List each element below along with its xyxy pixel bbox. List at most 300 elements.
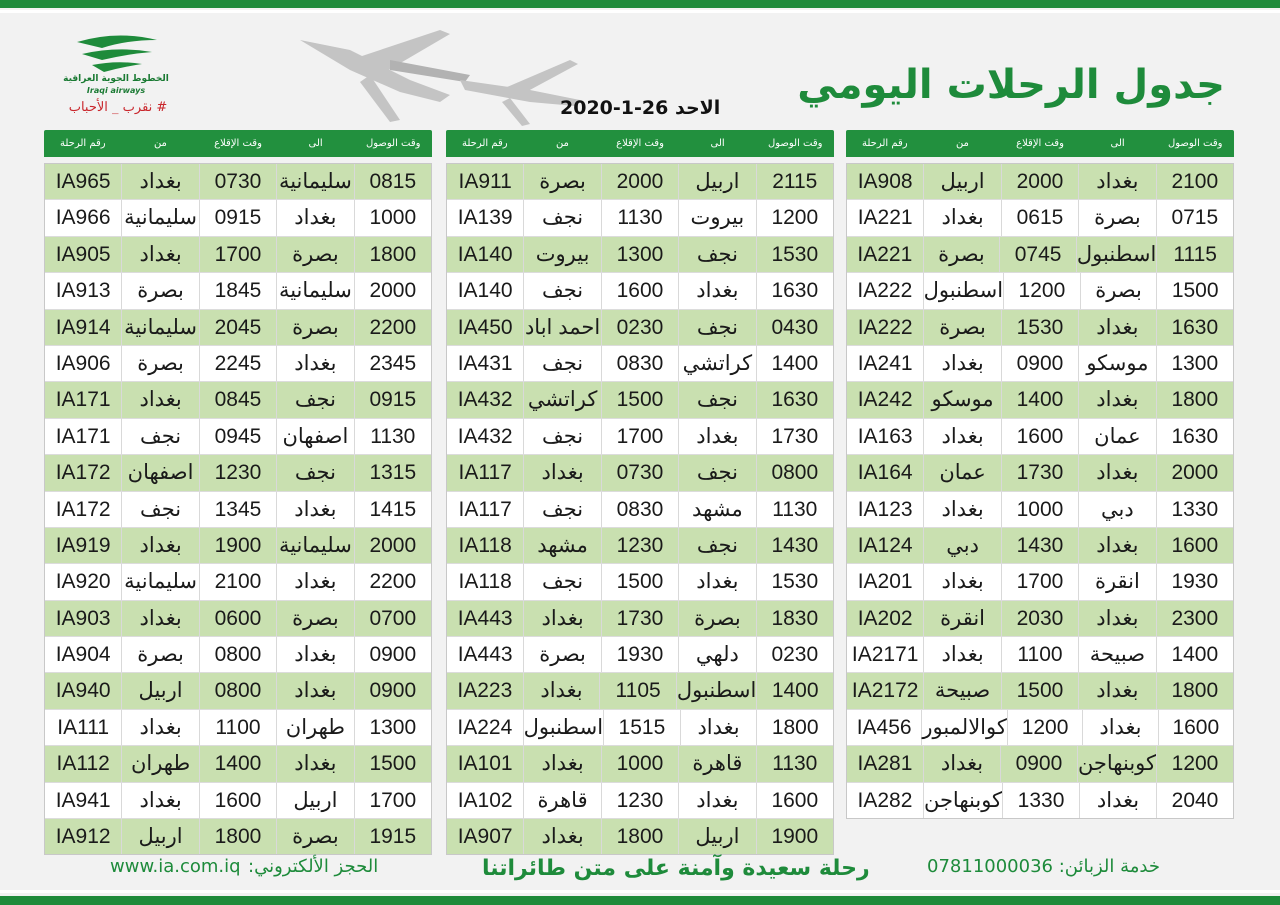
arrival-time: 1830	[756, 601, 833, 636]
flight-number: IA102	[457, 788, 513, 812]
bird-logo-icon	[72, 32, 162, 74]
arrival-time: 1915	[354, 819, 431, 854]
to-city: صبيحة	[1078, 637, 1155, 672]
to-city: نجف	[678, 310, 755, 345]
to-city: بغداد	[1078, 310, 1155, 345]
flight-number: IA118	[458, 533, 512, 557]
departure-time: 1700	[199, 237, 276, 272]
flight-number: IA965	[55, 170, 111, 193]
arrival-time: 0915	[354, 382, 431, 417]
flight-number: IA966	[55, 206, 111, 230]
departure-time: 0900	[1001, 346, 1078, 381]
from-city: احمد اباد	[523, 310, 600, 345]
table-row	[447, 492, 833, 528]
from-city: اسطنبول	[923, 273, 1003, 308]
table-row	[847, 673, 1233, 709]
table-row	[847, 710, 1233, 746]
flight-number: IA908	[857, 170, 913, 193]
from-city: نجف	[523, 346, 600, 381]
flight-number: IA443	[457, 606, 513, 630]
departure-time: 1000	[1001, 492, 1078, 527]
airplanes-graphic	[290, 20, 590, 130]
arrival-time: 1630	[756, 273, 833, 308]
arrival-time: 2100	[1156, 164, 1233, 199]
from-city: نجف	[523, 200, 600, 235]
departure-time: 0230	[601, 310, 678, 345]
table-row	[447, 746, 833, 782]
flight-number: IA941	[55, 788, 111, 812]
arrival-time: 2115	[756, 164, 833, 199]
flight-number: IA282	[857, 788, 913, 812]
flight-number: IA912	[55, 825, 111, 849]
to-city: بصرة	[276, 237, 353, 272]
from-city: اسطنبول	[523, 710, 603, 745]
table-row	[45, 310, 431, 346]
flight-number: IA431	[457, 351, 513, 375]
to-city: بغداد	[678, 783, 755, 818]
to-city: بغداد	[678, 564, 755, 599]
from-city: بيروت	[523, 237, 600, 272]
arrival-time: 1130	[756, 492, 833, 527]
to-city: اربيل	[678, 164, 755, 199]
from-city: بصرة	[523, 637, 600, 672]
flight-number: IA117	[458, 497, 512, 521]
to-city: نجف	[276, 455, 353, 490]
departure-time: 1500	[601, 382, 678, 417]
from-city: اربيل	[923, 164, 1000, 199]
logo-arabic-text: الخطوط الجوية العراقية	[63, 74, 169, 84]
table-row	[847, 564, 1233, 600]
from-city: بغداد	[923, 419, 1000, 454]
departure-time: 1845	[199, 273, 276, 308]
arrival-time: 1530	[756, 237, 833, 272]
departure-time: 1800	[601, 819, 678, 854]
arrival-time: 2000	[354, 528, 431, 563]
flight-number: IA919	[55, 533, 111, 557]
table-row	[45, 419, 431, 455]
departure-time: 2030	[1001, 601, 1078, 636]
arrival-time: 2200	[354, 564, 431, 599]
arrival-time: 2040	[1156, 783, 1233, 818]
arrival-time: 0230	[756, 637, 833, 672]
to-city: اسطنبول	[1076, 237, 1156, 272]
departure-time: 1600	[601, 273, 678, 308]
col-arrival: وقت الوصول	[365, 138, 421, 149]
arrival-time: 1400	[756, 673, 833, 708]
flight-number: IA913	[55, 279, 111, 303]
flight-number: IA911	[458, 170, 512, 193]
arrival-time: 1330	[1156, 492, 1233, 527]
arrival-time: 1315	[354, 455, 431, 490]
from-city: بغداد	[923, 346, 1000, 381]
arrival-time: 1415	[354, 492, 431, 527]
departure-time: 1730	[1001, 455, 1078, 490]
schedule-panel-left	[44, 130, 432, 855]
table-row	[45, 346, 431, 382]
arrival-time: 1800	[354, 237, 431, 272]
flight-number: IA242	[857, 388, 913, 412]
schedule-panel-middle	[446, 130, 834, 855]
to-city: بغداد	[276, 346, 353, 381]
departure-time: 2045	[199, 310, 276, 345]
from-city: دبي	[923, 528, 1000, 563]
flight-number: IA241	[857, 351, 913, 375]
col-departure: وقت الإقلاع	[1016, 138, 1064, 149]
departure-time: 0615	[1001, 200, 1078, 235]
departure-time: 1300	[601, 237, 678, 272]
arrival-time: 1800	[1156, 673, 1233, 708]
to-city: نجف	[678, 455, 755, 490]
departure-time: 1530	[1001, 310, 1078, 345]
col-from: من	[153, 138, 167, 149]
col-departure: وقت الإقلاع	[214, 138, 262, 149]
departure-time: 2100	[199, 564, 276, 599]
table-row	[847, 746, 1233, 782]
to-city: بصرة	[276, 819, 353, 854]
departure-time: 1730	[601, 601, 678, 636]
departure-time: 1105	[599, 673, 676, 708]
flight-number: IA164	[857, 461, 913, 485]
from-city: بصرة	[121, 273, 198, 308]
from-city: بغداد	[923, 637, 1000, 672]
departure-time: 1345	[199, 492, 276, 527]
to-city: موسكو	[1078, 346, 1155, 381]
departure-time: 1130	[601, 200, 678, 235]
col-arrival: وقت الوصول	[1167, 138, 1223, 149]
col-flight: رقم الرحلة	[462, 138, 508, 149]
from-city: بغداد	[523, 673, 600, 708]
from-city: مشهد	[523, 528, 600, 563]
table-row	[447, 819, 833, 854]
col-from: من	[955, 138, 969, 149]
flight-number: IA171	[55, 388, 111, 412]
arrival-time: 1630	[1156, 419, 1233, 454]
to-city: انقرة	[1078, 564, 1155, 599]
table-row	[45, 673, 431, 709]
table-row	[447, 200, 833, 236]
to-city: نجف	[276, 382, 353, 417]
to-city: سليمانية	[276, 164, 353, 199]
table-row	[45, 564, 431, 600]
to-city: بغداد	[1079, 783, 1156, 818]
arrival-time: 1200	[1156, 746, 1233, 781]
flight-number: IA2172	[851, 679, 919, 703]
arrival-time: 1600	[1156, 528, 1233, 563]
from-city: بغداد	[923, 564, 1000, 599]
table-row	[447, 346, 833, 382]
departure-time: 0830	[601, 346, 678, 381]
bottom-bar	[0, 896, 1280, 905]
arrival-time: 1200	[756, 200, 833, 235]
to-city: دلهي	[678, 637, 755, 672]
table-row	[45, 455, 431, 491]
to-city: بغداد	[276, 746, 353, 781]
table-row	[45, 746, 431, 782]
to-city: بغداد	[1078, 673, 1155, 708]
table-header	[446, 130, 834, 157]
arrival-time: 1130	[756, 746, 833, 781]
to-city: اربيل	[678, 819, 755, 854]
table-row	[45, 492, 431, 528]
table-row	[447, 673, 833, 709]
table-row	[45, 819, 431, 854]
table-row	[847, 419, 1233, 455]
table-row	[45, 200, 431, 236]
to-city: بغداد	[1082, 710, 1157, 745]
flight-number: IA139	[457, 206, 513, 230]
departure-time: 1100	[1001, 637, 1078, 672]
to-city: طهران	[276, 710, 353, 745]
from-city: بصرة	[121, 637, 198, 672]
departure-time: 1400	[199, 746, 276, 781]
from-city: بغداد	[121, 528, 198, 563]
from-city: بغداد	[121, 783, 198, 818]
flight-number: IA123	[857, 497, 913, 521]
departure-time: 1000	[601, 746, 678, 781]
from-city: موسكو	[923, 382, 1000, 417]
flight-number: IA118	[458, 570, 512, 594]
table-row	[447, 455, 833, 491]
flight-number: IA111	[57, 715, 110, 739]
table-row	[447, 564, 833, 600]
flight-number: IA920	[55, 570, 111, 594]
col-departure: وقت الإقلاع	[616, 138, 664, 149]
from-city: نجف	[523, 419, 600, 454]
departure-time: 2000	[1001, 164, 1078, 199]
table-row	[847, 783, 1233, 818]
to-city: سليمانية	[276, 273, 353, 308]
table-row	[847, 273, 1233, 309]
table-row	[45, 528, 431, 564]
arrival-time: 1300	[1156, 346, 1233, 381]
schedule-table	[446, 163, 834, 855]
departure-time: 1515	[603, 710, 680, 745]
arrival-time: 1600	[756, 783, 833, 818]
to-city: بغداد	[276, 637, 353, 672]
flight-number: IA443	[457, 643, 513, 667]
from-city: سليمانية	[121, 310, 198, 345]
to-city: بصرة	[1080, 273, 1157, 308]
table-row	[45, 164, 431, 200]
table-row	[45, 601, 431, 637]
col-to: الى	[308, 138, 323, 149]
to-city: اصفهان	[276, 419, 353, 454]
table-header	[44, 130, 432, 157]
from-city: كوبنهاجن	[923, 783, 1002, 818]
departure-time: 1100	[199, 710, 276, 745]
to-city: بيروت	[678, 200, 755, 235]
flight-number: IA202	[857, 606, 913, 630]
to-city: كوبنهاجن	[1077, 746, 1156, 781]
arrival-time: 1500	[1156, 273, 1233, 308]
arrival-time: 1600	[1158, 710, 1233, 745]
departure-time: 0730	[199, 164, 276, 199]
to-city: نجف	[678, 528, 755, 563]
arrival-time: 1000	[354, 200, 431, 235]
table-row	[447, 273, 833, 309]
to-city: دبي	[1078, 492, 1155, 527]
departure-time: 1930	[601, 637, 678, 672]
from-city: كراتشي	[523, 382, 600, 417]
from-city: عمان	[923, 455, 1000, 490]
to-city: اربيل	[276, 783, 353, 818]
table-row	[45, 710, 431, 746]
arrival-time: 1700	[354, 783, 431, 818]
from-city: بغداد	[121, 601, 198, 636]
from-city: اربيل	[121, 673, 198, 708]
iraqi-airways-logo	[62, 32, 170, 130]
from-city: بغداد	[923, 200, 1000, 235]
departure-time: 1900	[199, 528, 276, 563]
departure-time: 1430	[1001, 528, 1078, 563]
to-city: بغداد	[276, 200, 353, 235]
arrival-time: 1130	[354, 419, 431, 454]
from-city: بصرة	[923, 237, 1000, 272]
arrival-time: 2345	[354, 346, 431, 381]
table-row	[847, 637, 1233, 673]
from-city: بغداد	[523, 746, 600, 781]
arrival-time: 1300	[354, 710, 431, 745]
flight-number: IA201	[857, 570, 913, 594]
from-city: بغداد	[923, 746, 1000, 781]
arrival-time: 0430	[756, 310, 833, 345]
col-to: الى	[1110, 138, 1125, 149]
to-city: بصرة	[1078, 200, 1155, 235]
flight-number: IA281	[857, 752, 913, 776]
departure-time: 0745	[999, 237, 1076, 272]
departure-time: 0845	[199, 382, 276, 417]
from-city: بغداد	[923, 492, 1000, 527]
departure-time: 0730	[601, 455, 678, 490]
arrival-time: 0715	[1156, 200, 1233, 235]
flight-number: IA140	[457, 242, 513, 266]
from-city: بصرة	[923, 310, 1000, 345]
arrival-time: 2200	[354, 310, 431, 345]
arrival-time: 1900	[756, 819, 833, 854]
to-city: بغداد	[1078, 601, 1155, 636]
schedule-table	[846, 163, 1234, 819]
flight-number: IA2171	[851, 643, 919, 667]
from-city: انقرة	[923, 601, 1000, 636]
from-city: نجف	[121, 419, 198, 454]
table-row	[847, 164, 1233, 200]
from-city: سليمانية	[121, 200, 198, 235]
from-city: طهران	[121, 746, 198, 781]
from-city: كوالالمبور	[921, 710, 1007, 745]
col-flight: رقم الرحلة	[862, 138, 908, 149]
flight-number: IA907	[457, 825, 513, 849]
flight-number: IA450	[457, 315, 513, 339]
departure-time: 1500	[1001, 673, 1078, 708]
to-city: مشهد	[678, 492, 755, 527]
flight-number: IA221	[857, 206, 913, 230]
table-row	[447, 419, 833, 455]
flight-number: IA904	[55, 643, 111, 667]
to-city: بغداد	[1078, 382, 1155, 417]
table-row	[847, 200, 1233, 236]
col-from: من	[555, 138, 569, 149]
from-city: قاهرة	[523, 783, 600, 818]
departure-time: 0900	[1000, 746, 1077, 781]
arrival-time: 0900	[354, 673, 431, 708]
table-row	[447, 310, 833, 346]
flight-number: IA124	[857, 533, 913, 557]
from-city: نجف	[523, 564, 600, 599]
col-to: الى	[710, 138, 725, 149]
departure-time: 1200	[1003, 273, 1080, 308]
departure-time: 0830	[601, 492, 678, 527]
customer-service: خدمة الزبائن: 07811000036	[927, 856, 1160, 877]
col-arrival: وقت الوصول	[767, 138, 823, 149]
table-row	[45, 637, 431, 673]
top-bar	[0, 0, 1280, 8]
table-row	[847, 455, 1233, 491]
flight-number: IA112	[56, 752, 110, 776]
from-city: اصفهان	[121, 455, 198, 490]
arrival-time: 1400	[756, 346, 833, 381]
departure-time: 1700	[601, 419, 678, 454]
table-row	[847, 382, 1233, 418]
table-header	[846, 130, 1234, 157]
table-row	[447, 528, 833, 564]
flight-number: IA432	[457, 424, 513, 448]
to-city: بغداد	[680, 710, 757, 745]
from-city: نجف	[523, 273, 600, 308]
table-row	[847, 492, 1233, 528]
to-city: بغداد	[1078, 164, 1155, 199]
arrival-time: 0700	[354, 601, 431, 636]
table-row	[45, 237, 431, 273]
table-row	[847, 310, 1233, 346]
from-city: اربيل	[121, 819, 198, 854]
to-city: عمان	[1078, 419, 1155, 454]
website-link[interactable]: www.ia.com.iq	[110, 856, 241, 877]
from-city: بصرة	[121, 346, 198, 381]
departure-time: 1800	[199, 819, 276, 854]
to-city: بغداد	[1078, 455, 1155, 490]
flight-number: IA221	[857, 242, 913, 266]
arrival-time: 1430	[756, 528, 833, 563]
arrival-time: 1400	[1156, 637, 1233, 672]
flight-number: IA903	[55, 606, 111, 630]
to-city: بصرة	[276, 601, 353, 636]
arrival-time: 2000	[354, 273, 431, 308]
table-row	[447, 164, 833, 200]
arrival-time: 2300	[1156, 601, 1233, 636]
page-title: جدول الرحلات اليومي	[797, 62, 1225, 108]
arrival-time: 1530	[756, 564, 833, 599]
arrival-time: 1930	[1156, 564, 1233, 599]
footer-slogan: رحلة سعيدة وآمنة على متن طائراتنا	[482, 856, 870, 881]
from-city: بغداد	[523, 819, 600, 854]
from-city: بصرة	[523, 164, 600, 199]
flight-number: IA171	[55, 424, 111, 448]
departure-time: 0600	[199, 601, 276, 636]
arrival-time: 1500	[354, 746, 431, 781]
table-row	[447, 710, 833, 746]
table-row	[45, 382, 431, 418]
arrival-time: 1630	[756, 382, 833, 417]
to-city: بغداد	[276, 564, 353, 599]
departure-time: 1230	[601, 783, 678, 818]
from-city: بغداد	[121, 164, 198, 199]
table-row	[847, 346, 1233, 382]
table-row	[447, 783, 833, 819]
to-city: سليمانية	[276, 528, 353, 563]
departure-time: 1230	[199, 455, 276, 490]
departure-time: 0945	[199, 419, 276, 454]
from-city: بغداد	[121, 382, 198, 417]
